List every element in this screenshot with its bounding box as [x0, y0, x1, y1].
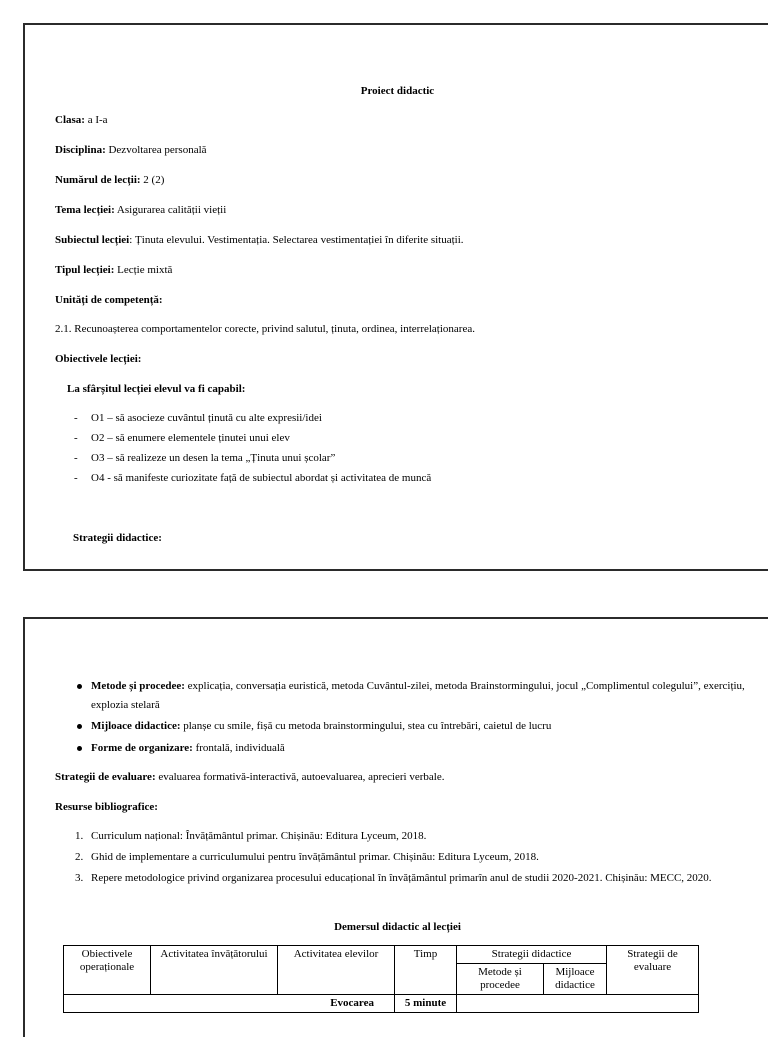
dash-bullet: -: [74, 452, 78, 464]
resurse-list: [75, 827, 755, 888]
list-item: Mijloace didactice: planșe cu smile, fișă cu metoda brainstormingului, stea cu întrebări, caietul de lucru: [75, 717, 745, 736]
list-item: 3. Repere metodologice privind organizarea procesului educațional în învățământul primarîn anul de studii 2020-2021. Chișinău: MECC, 2020.: [75, 872, 712, 884]
document-page-2: [23, 617, 768, 1037]
table-header-cell: Strategii didactice: [457, 946, 607, 964]
field-value: : Ținuta elevului. Vestimentația. Selectarea vestimentației în diferite situații.: [129, 234, 464, 246]
demers-table: [63, 945, 699, 1013]
field-subiect: [55, 233, 464, 247]
field-label: Tema lecției:: [55, 204, 115, 216]
list-item: Forme de organizare: frontală, individuală: [75, 739, 745, 758]
table-header-cell: Metode și procedee: [457, 964, 544, 995]
strategii-evaluare: Strategii de evaluare: evaluarea formativă-interactivă, autoevaluarea, aprecieri verbale.: [55, 771, 445, 783]
table-cell: 5 minute: [395, 995, 457, 1013]
table-header-cell: Mijloace didactice: [544, 964, 607, 995]
field-tipul: [55, 263, 172, 277]
field-label: Tipul lecției:: [55, 264, 115, 276]
table-row: [64, 995, 699, 1013]
field-value: Dezvoltarea personală: [105, 144, 207, 156]
competente-text: 2.1. Recunoașterea comportamentelor corecte, privind salutul, ținuta, ordinea, interrelaționarea.: [55, 323, 475, 335]
competente-heading: Unități de competență:: [55, 294, 163, 306]
list-item: 2. Ghid de implementare a curriculumului pentru învățământul primar. Chișinău: Editura Lyceum, 2018.: [75, 851, 539, 863]
field-label: Numărul de lecții:: [55, 174, 141, 186]
table-header-cell: Obiectivele operaționale: [64, 946, 151, 995]
field-value: a I-a: [84, 114, 108, 126]
resurse-heading: Resurse bibliografice:: [55, 801, 158, 813]
field-clasa: [55, 113, 108, 127]
table-header-row: [64, 946, 699, 964]
strategii-heading: Strategii didactice:: [73, 532, 162, 544]
document-page-1: Proiect didactic Clasa: a I-a Disciplina: Dezvoltarea personală Numărul de lecții: 2 (2) Tema lecției: Asigurarea calității vieții Subiectul lecției: Ținuta elevului. Vestimentația. Selectarea vestimentației în diferite situații. Tipul lecției: Lecție mixtă Unități de competență: 2.1. Recunoașterea comportamentelor corecte, privind salutul, ținuta, ordinea, interrelaționarea. Obiectivele lecției: La sfârșitul lecției elevul va fi capabil: - O1 – să asocieze cuvântul ținută cu alte expresii/idei - O2 – să enumere elementele ținutei unui elev - O3 – să realizeze un desen la tema „Ținuta unui școlar” - O4 - să manifeste curiozitate față de subiectul abordat și activitatea de muncă Strategii didactice:: [23, 23, 768, 571]
obiective-heading: Obiectivele lecției:: [55, 353, 142, 365]
demers-title: Demersul didactic al lecției: [334, 921, 461, 933]
table-cell: [457, 995, 699, 1013]
document-title: Proiect didactic: [360, 85, 435, 97]
strategii-bullets: [75, 677, 745, 758]
table-header-cell: Activitatea învățătorului: [151, 946, 278, 995]
table-cell: Evocarea: [64, 995, 395, 1013]
bullet-dot: [77, 684, 82, 689]
field-tema: [55, 203, 226, 217]
field-label: Subiectul lecției: [55, 234, 130, 246]
bullet-dot: [77, 746, 82, 751]
dash-bullet: -: [74, 412, 78, 424]
list-item: 1. Curriculum național: Învățământul primar. Chișinău: Editura Lyceum, 2018.: [75, 830, 427, 842]
dash-bullet: -: [74, 472, 78, 484]
field-numar-lectii: [55, 173, 164, 187]
table-header-cell: Activitatea elevilor: [278, 946, 395, 995]
field-value: Asigurarea calității vieții: [114, 204, 227, 216]
field-label: Clasa:: [55, 114, 85, 126]
field-value: Lecție mixtă: [114, 264, 173, 276]
list-item: Metode și procedee: explicația, conversația euristică, metoda Cuvântul-zilei, metoda Brainstormingului, jocul „Complimentul colegului”, exercițiu, explozia stelară: [75, 677, 745, 715]
obiective-intro: La sfârșitul lecției elevul va fi capabil:: [67, 383, 246, 395]
field-value: 2 (2): [140, 174, 165, 186]
dash-bullet: -: [74, 432, 78, 444]
field-disciplina: [55, 143, 207, 157]
field-label: Disciplina:: [55, 144, 106, 156]
table-header-cell: Strategii de evaluare: [607, 946, 699, 995]
table-header-cell: Timp: [395, 946, 457, 995]
bullet-dot: [77, 724, 82, 729]
